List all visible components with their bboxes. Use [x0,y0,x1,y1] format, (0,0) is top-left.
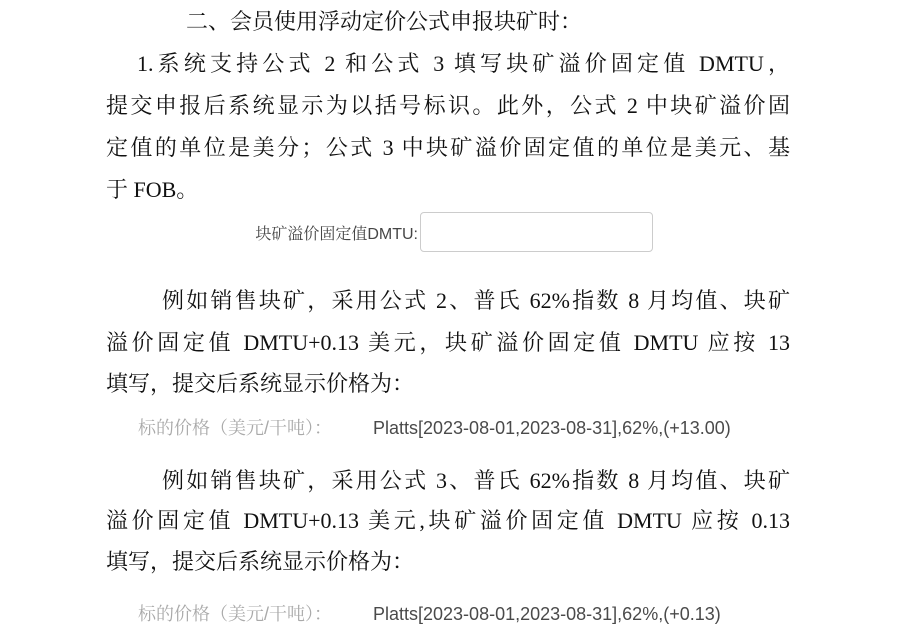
premium-fixed-value-input[interactable] [420,212,653,252]
target-price-value: Platts[2023-08-01,2023-08-31],62%,(+13.00) [373,418,731,438]
paragraph-line: 例如销售块矿，采用公式 2、普氏 62%指数 8 月均值、块矿 [162,288,790,313]
paragraph-line: 定值的单位是美分；公式 3 中块矿溢价固定值的单位是美元、基 [106,135,790,160]
paragraph-line: 填写，提交后系统显示价格为： [106,371,415,396]
paragraph-line: 于 FOB。 [106,177,199,202]
target-price-label: 标的价格（美元/干吨）： [138,604,332,624]
price-row [106,416,866,444]
premium-form-row [106,210,790,254]
paragraph-line: 例如销售块矿，采用公式 3、普氏 62%指数 8 月均值、块矿 [162,468,790,493]
premium-input-label: 块矿溢价固定值DMTU: [255,226,418,243]
paragraph-line: 提交申报后系统显示为以括号标识。此外，公式 2 中块矿溢价固 [106,93,790,118]
section-heading: 二、会员使用浮动定价公式申报块矿时： [186,9,583,34]
target-price-label: 标的价格（美元/干吨）： [138,418,332,438]
paragraph-line: 1.系统支持公式 2 和公式 3 填写块矿溢价固定值 DMTU， [137,51,790,76]
target-price-value: Platts[2023-08-01,2023-08-31],62%,(+0.13) [373,604,721,624]
paragraph-line: 填写，提交后系统显示价格为： [106,549,415,574]
paragraph-line: 溢价固定值 DMTU+0.13 美元,块矿溢价固定值 DMTU 应按 0.13 [106,508,790,533]
paragraph-line: 溢价固定值 DMTU+0.13 美元，块矿溢价固定值 DMTU 应按 13 [106,330,790,355]
price-row [106,602,866,630]
